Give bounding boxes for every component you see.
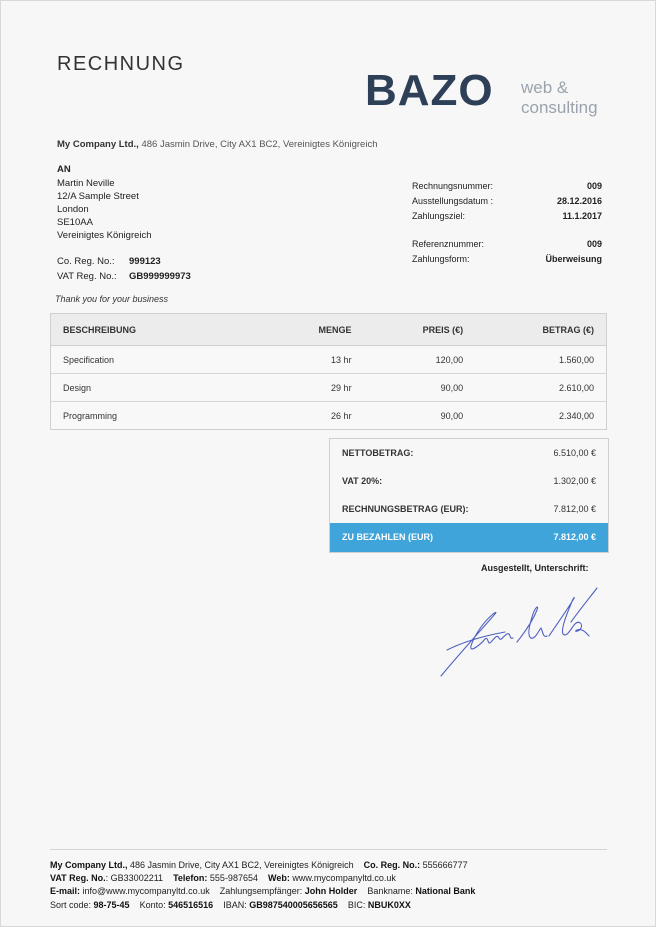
sender-name: My Company Ltd., [57,139,139,150]
sender-street: 486 Jasmin Drive, City AX1 BC2, Vereinigtes Königreich [138,139,378,150]
footer-bic-label: BIC: [347,899,366,910]
footer-payee-label: Zahlungsempfänger: [219,886,303,897]
meta-value: 009 [586,239,602,249]
total-due-row [330,523,608,552]
footer-address: 486 Jasmin Drive, City AX1 BC2, Vereinigtes Königreich [127,860,354,870]
cell-description: Design [51,374,266,402]
handwritten-signature [433,584,603,684]
recipient-label: AN [57,164,71,175]
footer-bank-value: National Bank [412,886,476,897]
cell-amount: 1.560,00 [475,346,606,374]
table-row [51,346,607,374]
total-net-value: 6.510,00 € [553,448,596,458]
footer-email-value: info@www.mycompanyltd.co.uk [80,886,210,897]
footer-phone-value: 555-987654 [207,873,258,884]
page-title: RECHNUNG [57,53,185,75]
table-row [51,402,607,430]
footer-sort-value: 98-75-45 [91,899,130,910]
footer-vat-label: VAT Reg. No. [50,873,106,884]
meta-value: 28.12.2016 [556,196,602,206]
total-due-value: 7.812,00 € [553,532,596,542]
thanks-note: Thank you for your business [55,294,169,304]
total-vat-row [330,467,608,495]
meta-issue-date [412,196,602,206]
meta-value: 11.1.2017 [562,211,602,221]
line-items-table [50,313,607,430]
vat-reg-label: VAT Reg. No.: [57,271,117,282]
footer-line-4 [50,899,475,912]
column-header-quantity: MENGE [265,314,364,346]
logo-tagline [521,78,598,118]
total-net-row [330,439,608,467]
recipient-line: Martin Neville [57,178,115,189]
vat-reg-value: GB999999973 [129,271,191,282]
footer-konto-label: Konto: [139,899,166,910]
meta-payment-method [412,254,602,264]
footer-line-1 [50,859,475,872]
meta-label: Ausstellungsdatum : [412,196,494,206]
cell-quantity: 29 hr [265,374,364,402]
footer-bic-value: NBUK0XX [365,899,411,910]
column-header-amount: BETRAG (€) [475,314,606,346]
totals-box [329,438,609,553]
logo-tagline-line2: consulting [521,98,598,117]
footer-web-value: www.mycompanyltd.co.uk [289,873,396,884]
recipient-co-reg [57,256,161,267]
recipient-address [57,177,152,242]
column-header-description: BESCHREIBUNG [51,314,266,346]
footer-web-label: Web: [267,873,290,884]
footer-iban-label: IBAN: [223,899,247,910]
meta-label: Zahlungsform: [412,254,470,264]
logo-tagline-line1: web & [521,78,569,97]
meta-label: Rechnungsnummer: [412,181,494,191]
cell-price: 90,00 [364,402,476,430]
cell-description: Specification [51,346,266,374]
total-vat-value: 1.302,00 € [553,476,596,486]
total-sum-value: 7.812,00 € [553,504,596,514]
footer [50,859,475,912]
total-sum-label: RECHNUNGSBETRAG (EUR): [342,504,469,514]
footer-vat-value: : GB33002211 [105,873,164,884]
co-reg-label: Co. Reg. No.: [57,256,115,267]
footer-payee-value: John Holder [302,886,358,897]
footer-email-label: E-mail: [50,886,81,897]
recipient-line: London [57,204,89,215]
total-net-label: NETTOBETRAG: [342,448,414,458]
total-vat-label: VAT 20%: [342,476,383,486]
recipient-line: SE10AA [57,217,93,228]
footer-konto-value: 546516516 [165,899,214,910]
cell-quantity: 26 hr [265,402,364,430]
meta-label: Zahlungsziel: [412,211,466,221]
footer-iban-value: GB987540005656565 [246,899,338,910]
footer-line-2 [50,872,475,885]
meta-value: 009 [586,181,602,191]
cell-amount: 2.610,00 [475,374,606,402]
meta-due-date [412,211,602,221]
footer-co-reg-label: Co. Reg. No.: [363,860,421,870]
footer-phone-label: Telefon: [173,873,208,884]
footer-divider [50,849,607,850]
meta-value: Überweisung [545,254,602,264]
signature-label: Ausgestellt, Unterschrift: [481,563,589,573]
cell-price: 120,00 [364,346,476,374]
meta-label: Referenznummer: [412,239,485,249]
cell-description: Programming [51,402,266,430]
cell-amount: 2.340,00 [475,402,606,430]
meta-reference-number [412,239,602,249]
column-header-price: PREIS (€) [364,314,476,346]
logo-wordmark: BAZO [365,66,494,115]
table-row [51,374,607,402]
footer-co-reg-value: 555666777 [420,860,468,870]
total-due-label: ZU BEZAHLEN (EUR) [342,532,433,542]
footer-sort-label: Sort code: [50,899,92,910]
footer-bank-label: Bankname: [367,886,413,897]
recipient-line: Vereinigtes Königreich [57,230,152,241]
total-sum-row [330,495,608,523]
meta-invoice-number [412,181,602,191]
footer-company: My Company Ltd., [50,860,128,870]
recipient-line: 12/A Sample Street [57,191,139,202]
footer-line-3 [50,885,475,898]
cell-price: 90,00 [364,374,476,402]
table-header-row [51,314,607,346]
recipient-vat-reg [57,271,191,282]
cell-quantity: 13 hr [265,346,364,374]
co-reg-value: 999123 [129,256,161,267]
sender-address [57,139,377,150]
